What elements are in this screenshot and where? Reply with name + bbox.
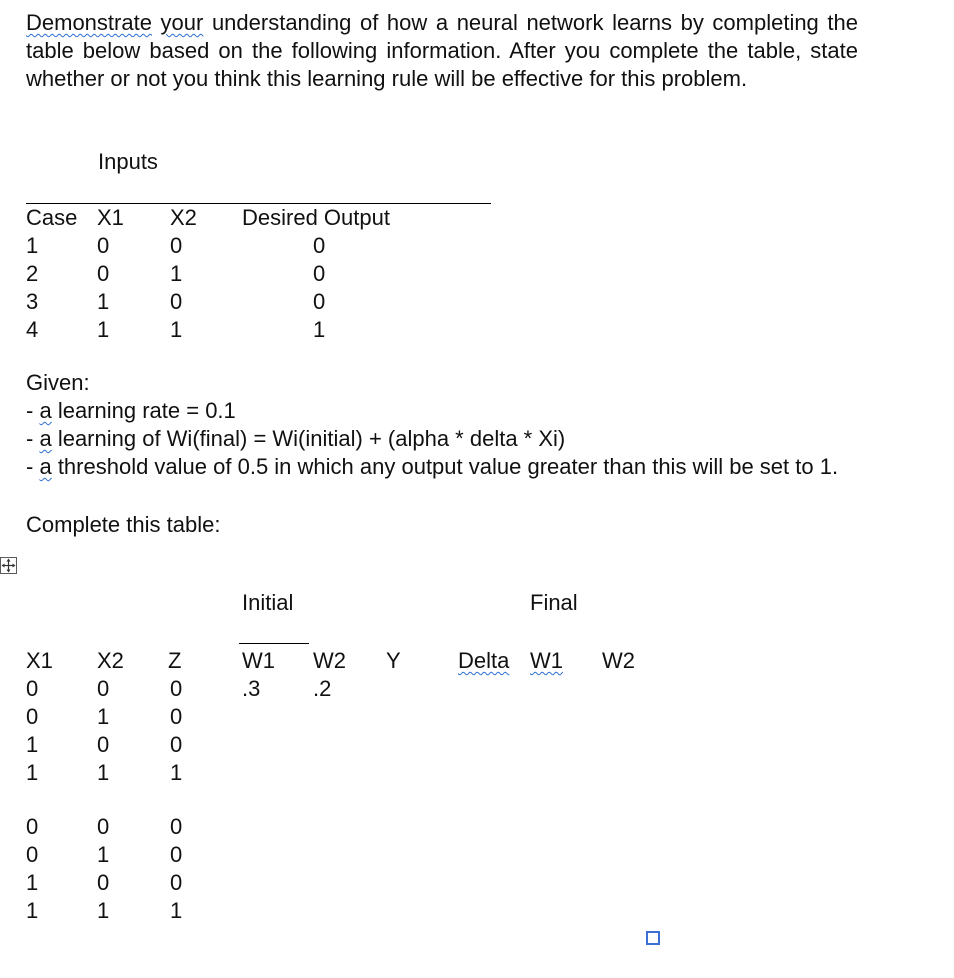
given-title: Given: [26, 370, 90, 395]
work-header-w2-final: W2 [602, 648, 635, 673]
x1-cell: 0 [97, 261, 110, 286]
initial-w2-value: .2 [313, 676, 332, 701]
intro-word-1: Demonstrate [26, 10, 152, 35]
final-label: Final [530, 590, 578, 615]
header-x1: X1 [97, 205, 124, 230]
desired-cell: 0 [313, 261, 326, 286]
given-item: - a threshold value of 0.5 in which any output value greater than this will be set to 1. [26, 454, 839, 479]
z-cell: 1 [170, 760, 183, 785]
x2-cell: 1 [97, 898, 110, 923]
desired-cell: 0 [313, 289, 326, 314]
intro-word-2: your [160, 10, 204, 35]
case-cell: 4 [26, 317, 39, 342]
work-header-delta: Delta [458, 648, 510, 673]
inputs-caption: Inputs [98, 149, 158, 174]
initial-label: Initial [242, 590, 294, 615]
x1-cell: 0 [26, 814, 39, 839]
work-header-w1-initial: W1 [242, 648, 275, 673]
x2-cell: 1 [97, 760, 110, 785]
x1-cell: 1 [26, 732, 39, 757]
x1-cell: 0 [97, 233, 110, 258]
x1-cell: 1 [26, 898, 39, 923]
z-cell: 0 [170, 704, 183, 729]
move-arrows-icon [1, 558, 16, 573]
given-item: - a learning of Wi(final) = Wi(initial) + (alpha * delta * Xi) [26, 426, 566, 451]
work-header-z: Z [168, 648, 182, 673]
table-resize-handle[interactable] [646, 931, 660, 945]
x2-cell: 0 [170, 233, 183, 258]
header-case: Case [26, 205, 78, 230]
x2-cell: 0 [97, 814, 110, 839]
case-cell: 1 [26, 233, 39, 258]
header-x2: X2 [170, 205, 197, 230]
table-move-handle[interactable] [0, 557, 17, 574]
x2-cell: 0 [170, 289, 183, 314]
z-cell: 0 [170, 732, 183, 757]
z-cell: 0 [170, 842, 183, 867]
x2-cell: 1 [97, 704, 110, 729]
desired-cell: 0 [313, 233, 326, 258]
x1-cell: 1 [97, 289, 110, 314]
x1-cell: 0 [26, 842, 39, 867]
work-header-y: Y [386, 648, 401, 673]
x2-cell: 1 [170, 317, 183, 342]
z-cell: 0 [170, 676, 183, 701]
intro-paragraph [26, 9, 858, 93]
header-desired-output: Desired Output [242, 205, 390, 230]
initial-w1-value: .3 [242, 676, 261, 701]
initial-w1-rule [239, 643, 309, 644]
x2-cell: 0 [97, 732, 110, 757]
x1-cell: 1 [26, 870, 39, 895]
case-cell: 2 [26, 261, 39, 286]
z-cell: 1 [170, 898, 183, 923]
x1-cell: 1 [97, 317, 110, 342]
work-header-x2: X2 [97, 648, 124, 673]
work-header-w2-initial: W2 [313, 648, 346, 673]
x2-cell: 0 [97, 676, 110, 701]
given-item: - a learning rate = 0.1 [26, 398, 236, 423]
z-cell: 0 [170, 870, 183, 895]
case-cell: 3 [26, 289, 39, 314]
x1-cell: 1 [26, 760, 39, 785]
complete-table-label: Complete this table: [26, 512, 221, 537]
work-header-x1: X1 [26, 648, 53, 673]
desired-cell: 1 [313, 317, 326, 342]
x2-cell: 0 [97, 870, 110, 895]
work-header-w1-final: W1 [530, 648, 563, 673]
x2-cell: 1 [170, 261, 183, 286]
intro-rest: understanding of how a neural network learns by completing the table below based on the following information. After you complete the table, state whether or not you think this learning rule will be effective for this problem. [26, 10, 858, 91]
z-cell: 0 [170, 814, 183, 839]
x2-cell: 1 [97, 842, 110, 867]
x1-cell: 0 [26, 676, 39, 701]
x1-cell: 0 [26, 704, 39, 729]
